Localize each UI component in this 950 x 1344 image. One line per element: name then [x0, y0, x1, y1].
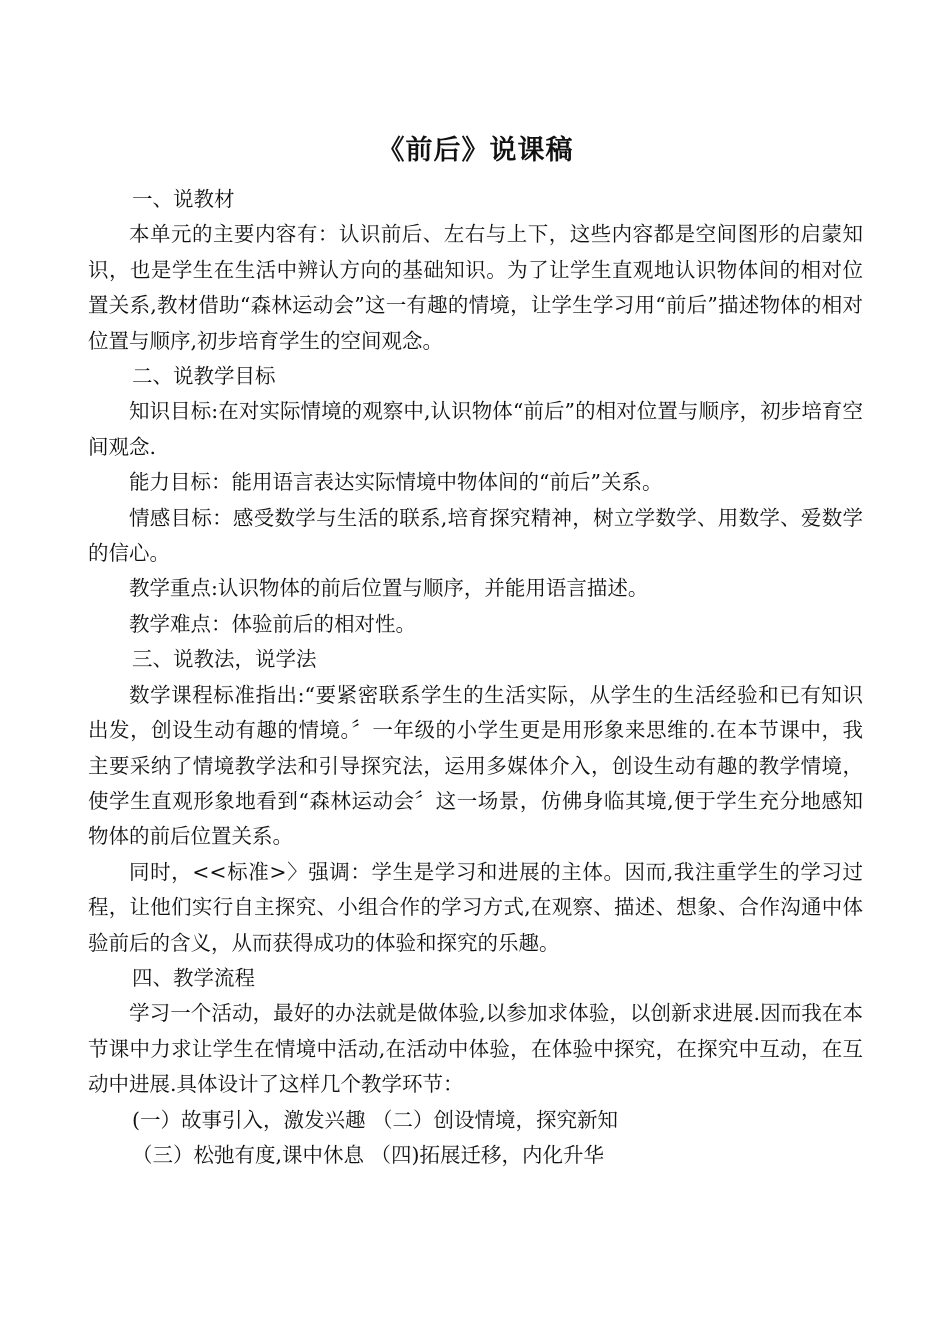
paragraph-knowledge-goal: 知识目标:在对实际情境的观察中,认识物体“前后”的相对位置与顺序，初步培育空间观念. — [88, 399, 863, 459]
paragraph-learning-process: 同时，<<标准>〉强调：学生是学习和进展的主体。因而,我注重学生的学习过程，让他们实行自主探究、小组合作的学习方式,在观察、描述、想象、合作沟通中体验前后的含义，从而获得成功的体验和探究的乐趣。 — [88, 859, 863, 955]
section-heading-teaching-methods: 三、说教法，说学法 — [132, 647, 317, 672]
paragraph-curriculum-standard: 数学课程标准指出:“要紧密联系学生的生活实际，从学生的生活经验和已有知识出发，创设生动有趣的情境。〞一年级的小学生更是用形象来思维的.在本节课中，我主要采纳了情境教学法和引导探究法，运用多媒体介入，创设生动有趣的教学情境，使学生直观形象地看到“森林运动会〞这一场景，仿佛身临其境,便于学生充分地感知物体的前后位置关系。 — [88, 682, 863, 849]
paragraph-ability-goal: 能力目标：能用语言表达实际情境中物体间的“前后”关系。 — [129, 470, 663, 495]
section-heading-teaching-flow: 四、教学流程 — [132, 965, 255, 990]
teaching-steps-line-1: (一）故事引入，激发兴趣 （二）创设情境，探究新知 — [132, 1107, 619, 1132]
section-heading-teaching-goals: 二、说教学目标 — [132, 364, 276, 389]
document-page — [88, 128, 863, 1173]
paragraph-teaching-material: 本单元的主要内容有：认识前后、左右与上下，这些内容都是空间图形的启蒙知识，也是学生在生活中辨认方向的基础知识。为了让学生直观地认识物体间的相对位置关系,教材借助“森林运动会”这一有趣的情境，让学生学习用“前后”描述物体的相对位置与顺序,初步培育学生的空间观念。 — [88, 222, 863, 353]
paragraph-emotion-goal: 情感目标：感受数学与生活的联系,培育探究精神，树立学数学、用数学、爱数学的信心。 — [88, 505, 863, 566]
paragraph-teaching-flow: 学习一个活动，最好的办法就是做体验,以参加求体验，以创新求进展.因而我在本节课中力求让学生在情境中活动,在活动中体验，在体验中探究，在探究中互动，在互动中进展.具体设计了这样几个教学环节： — [88, 1001, 863, 1097]
paragraph-key-point: 教学重点:认识物体的前后位置与顺序，并能用语言描述。 — [129, 576, 649, 601]
document-title: 《前后》说课稿 — [377, 135, 574, 166]
section-heading-teaching-material: 一、说教材 — [132, 187, 235, 211]
paragraph-difficulty: 教学难点：体验前后的相对性。 — [129, 611, 416, 636]
teaching-steps-line-2: （三）松弛有度,课中休息 （四)拓展迁移，内化升华 — [132, 1142, 605, 1167]
